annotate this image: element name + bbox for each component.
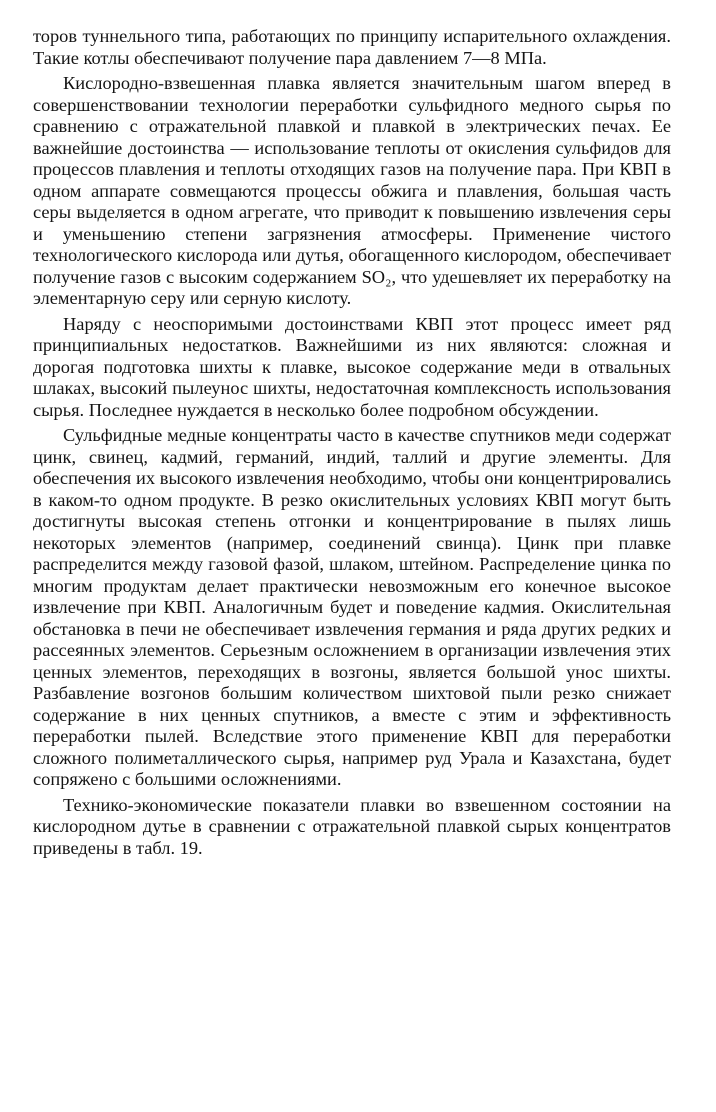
paragraph-kvp-advantages: Кислородно-взвешенная плавка является значительным шагом вперед в совершенствовании технологии переработки сульфидного медного сырья по сравнению с отражательной плавкой и плавкой в электрических печах. Ее важнейшие достоинства — использование теплоты от окисления сульфидов для процессов плавления и теплоты отходящих газов на получение пара. При КВП в одном аппарате совмещаются процессы обжига и плавления, большая часть серы выделяется в одном агрегате, что приводит к повышению извлечения серы и уменьшению степени загрязнения атмосферы. Применение чистого технологического кислорода или дутья, обогащенного кислородом, обеспечивает получение газов с высоким содержанием SO₂, что удешевляет их переработку на элементарную серу или серную кислоту. — [33, 73, 671, 308]
paragraph-table-reference: Технико-экономические показатели плавки во взвешенном состоянии на кислородном дутье в сравнении с отражательной плавкой сырых концентратов приведены в табл. 19. — [33, 794, 671, 858]
paragraph-kvp-drawbacks: Наряду с неоспоримыми достоинствами КВП этот процесс имеет ряд принципиальных недостатков. Важнейшими из них являются: сложная и дорогая подготовка шихты к плавке, высокое содержание меди в отвальных шлаках, высокий пылеунос шихты, недостаточная комплексность использования сырья. Последнее нуждается в несколько более подробном обсуждении. — [33, 313, 671, 420]
paragraph-continuation: торов туннельного типа, работающих по принципу испарительного охлаждения. Такие котлы обеспечивают получение пара давлением 7—8 МПа. — [33, 26, 671, 68]
document-page — [33, 26, 671, 863]
paragraph-concentrate-elements: Сульфидные медные концентраты часто в качестве спутников меди содержат цинк, свинец, кадмий, германий, индий, таллий и другие элементы. Для обеспечения их высокого извлечения необходимо, чтобы они концентрировались в каком-то одном продукте. В резко окислительных условиях КВП могут быть достигнуты высокая степень отгонки и концентрирование в пылях лишь некоторых элементов (например, соединений свинца). Цинк при плавке распределится между газовой фазой, шлаком, штейном. Распределение цинка по многим продуктам делает практически невозможным его конечное высокое извлечение при КВП. Аналогичным будет и поведение кадмия. Окислительная обстановка в печи не обеспечивает извлечения германия и ряда других редких и рассеянных элементов. Серьезным осложнением в организации извлечения этих ценных элементов, переходящих в возгоны, является большой унос шихты. Разбавление возгонов большим количеством шихтовой пыли резко снижает содержание в них ценных спутников, а вместе с этим и эффективность переработки пылей. Вследствие этого применение КВП для переработки сложного полиметаллического сырья, например руд Урала и Казахстана, будет сопряжено с большими осложнениями. — [33, 425, 671, 789]
